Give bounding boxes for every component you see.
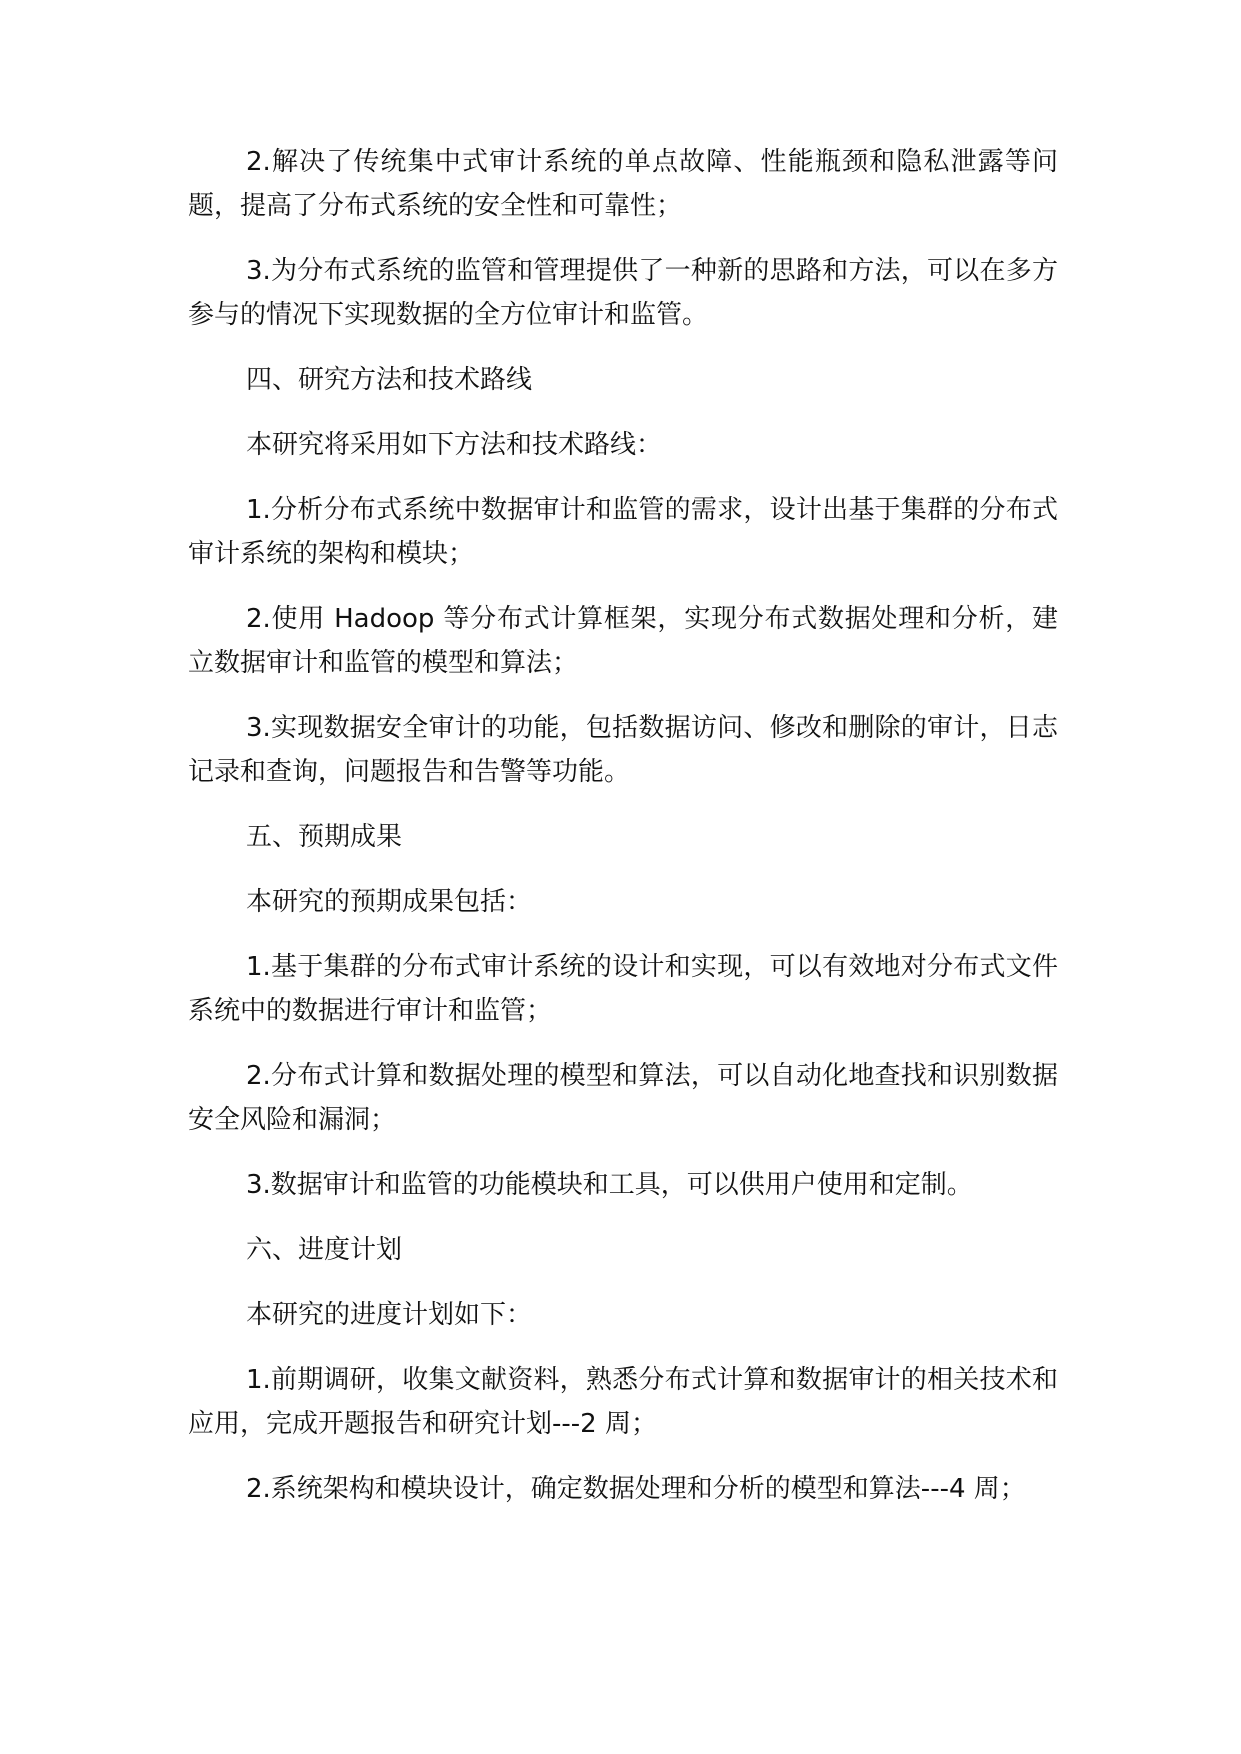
paragraph-method-3: 3.实现数据安全审计的功能，包括数据访问、修改和删除的审计，日志记录和查询，问题报告和告警等功能。 [188,713,1058,787]
paragraph-methods-intro: 本研究将采用如下方法和技术路线： [246,430,663,460]
section-heading-outcomes: 五、预期成果 [246,822,403,852]
paragraph-schedule-2: 2.系统架构和模块设计，确定数据处理和分析的模型和算法---4 周； [246,1474,1026,1504]
paragraph-schedule-1: 1.前期调研，收集文献资料，熟悉分布式计算和数据审计的相关技术和应用，完成开题报告和研究计划---2 周； [188,1365,1058,1439]
paragraph-outcome-1: 1.基于集群的分布式审计系统的设计和实现，可以有效地对分布式文件系统中的数据进行审计和监管； [188,952,1058,1026]
document-page [188,140,1058,1532]
paragraph-outcome-2: 2.分布式计算和数据处理的模型和算法，可以自动化地查找和识别数据安全风险和漏洞； [188,1061,1058,1135]
section-heading-methods: 四、研究方法和技术路线 [246,365,533,395]
paragraph-schedule-intro: 本研究的进度计划如下： [246,1300,533,1330]
section-heading-schedule: 六、进度计划 [246,1235,403,1265]
paragraph-method-1: 1.分析分布式系统中数据审计和监管的需求，设计出基于集群的分布式审计系统的架构和模块； [188,495,1058,569]
paragraph-outcome-3: 3.数据审计和监管的功能模块和工具，可以供用户使用和定制。 [246,1170,973,1200]
paragraph-method-2: 2.使用 Hadoop 等分布式计算框架，实现分布式数据处理和分析，建立数据审计和监管的模型和算法； [188,604,1058,678]
paragraph-benefit-2: 2.解决了传统集中式审计系统的单点故障、性能瓶颈和隐私泄露等问题，提高了分布式系统的安全性和可靠性； [188,147,1058,221]
paragraph-benefit-3: 3.为分布式系统的监管和管理提供了一种新的思路和方法，可以在多方参与的情况下实现数据的全方位审计和监管。 [188,256,1058,330]
paragraph-outcomes-intro: 本研究的预期成果包括： [246,887,533,917]
